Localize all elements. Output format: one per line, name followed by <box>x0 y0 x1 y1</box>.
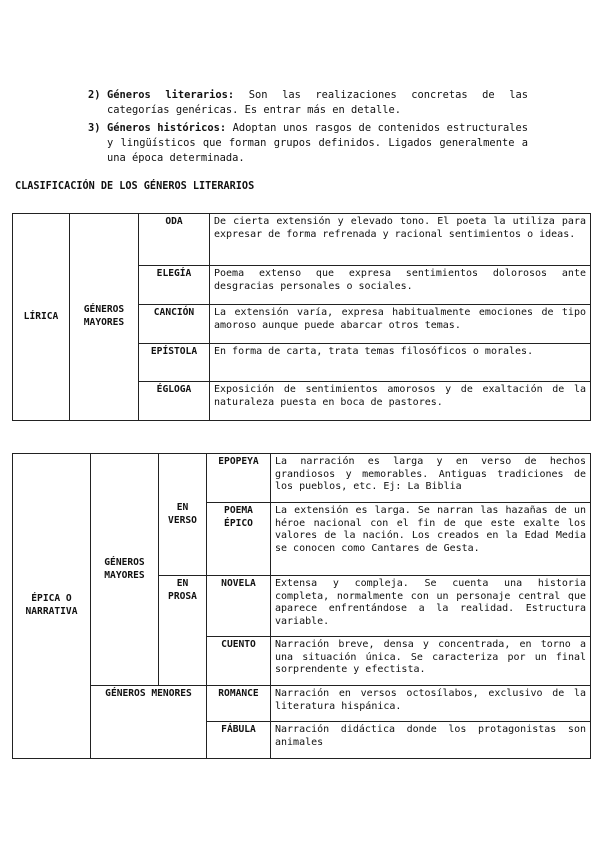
subgenre-description: La extensión varía, expresa habitualmente emociones de tipo amoroso aunque puede abarcar otros temas. <box>210 305 591 344</box>
subgenre-description: La narración es larga y en verso de hechos grandiosos y memorables. Antiguas tradiciones de los pueblos, etc. Ej: La Biblia <box>271 454 591 503</box>
item-term: Géneros literarios: <box>107 89 235 101</box>
subgenre-description: En forma de carta, trata temas filosóficos o morales. <box>210 344 591 382</box>
table-row <box>13 686 591 722</box>
subgenre-name: ODA <box>139 214 210 266</box>
intro-item-2 <box>88 88 528 119</box>
group-label-mayores: GÉNEROS MAYORES <box>91 454 159 686</box>
item-text <box>107 88 528 119</box>
subgenre-name: CANCIÓN <box>139 305 210 344</box>
subgenre-description: Exposición de sentimientos amorosos y de exaltación de la naturaleza puesta en boca de pastores. <box>210 382 591 421</box>
group-label-menores: GÉNEROS MENORES <box>91 686 207 759</box>
item-term: Géneros históricos: <box>107 121 227 134</box>
subgenre-name: ÉGLOGA <box>139 382 210 421</box>
item-number: 2) <box>88 89 101 101</box>
subgenre-name: POEMA ÉPICO <box>207 503 271 576</box>
subgenre-name: ROMANCE <box>207 686 271 722</box>
section-title: CLASIFICACIÓN DE LOS GÉNEROS LITERARIOS <box>15 181 255 192</box>
item-definition: Adoptan unos rasgos de contenidos estructurales y lingüísticos que forman grupos definidos. Ligados generalmente a una época determinada. <box>107 121 528 165</box>
intro-item-3 <box>88 121 528 167</box>
subgenre-name: FÁBULA <box>207 722 271 759</box>
item-number: 3) <box>88 121 101 134</box>
subgenre-description: Narración en versos octosílabos, exclusivo de la literatura hispánica. <box>271 686 591 722</box>
subgenre-name: NOVELA <box>207 576 271 637</box>
subgenre-description: La extensión es larga. Se narran las hazañas de un héroe nacional con el fin de que este exalte los valores de la nación. Los creados en la Edad Media se conocen como Cantares de Gesta. <box>271 503 591 576</box>
lirica-table <box>12 213 591 421</box>
subgenre-name: EPOPEYA <box>207 454 271 503</box>
item-definition: Son las realizaciones concretas de las categorías genéricas. Es entrar más en detalle. <box>107 89 528 117</box>
form-label-verso: EN VERSO <box>159 454 207 576</box>
subgenre-name: ELEGÍA <box>139 266 210 305</box>
subgenre-description: De cierta extensión y elevado tono. El poeta la utiliza para expresar de forma refrenada y racional sentimientos o ideas. <box>210 214 591 266</box>
group-label-mayores: GÉNEROS MAYORES <box>70 214 139 421</box>
table-row <box>13 214 591 266</box>
intro-list <box>88 88 528 168</box>
subgenre-description: Extensa y compleja. Se cuenta una historia completa, normalmente con un personaje central que aparece enfrentándose a la realidad. Estructura variable. <box>271 576 591 637</box>
genre-label-lirica: LÍRICA <box>13 214 70 421</box>
subgenre-name: CUENTO <box>207 637 271 686</box>
subgenre-name: EPÍSTOLA <box>139 344 210 382</box>
subgenre-description: Narración breve, densa y concentrada, en torno a una situación única. Se caracteriza por un final sorprendente y efectista. <box>271 637 591 686</box>
genre-label-epica: ÉPICA O NARRATIVA <box>13 454 91 759</box>
subgenre-description: Poema extenso que expresa sentimientos dolorosos ante desgracias personales o sociales. <box>210 266 591 305</box>
form-label-prosa: EN PROSA <box>159 576 207 686</box>
item-text <box>107 121 528 167</box>
epica-table <box>12 453 591 759</box>
subgenre-description: Narración didáctica donde los protagonistas son animales <box>271 722 591 759</box>
table-row <box>13 454 591 503</box>
